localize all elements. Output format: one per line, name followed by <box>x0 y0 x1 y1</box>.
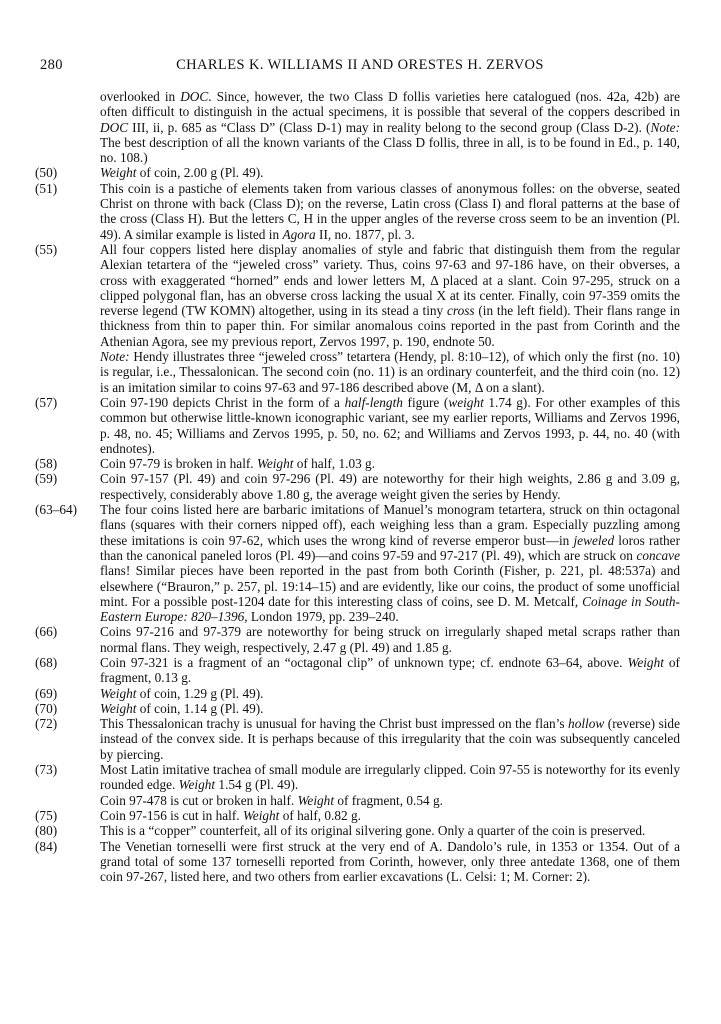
endnote-text: overlooked in DOC. Since, however, the two Class D follis varieties here catalogued (nos. 42a, 42b) are often difficult to distinguish in the actual specimens, it is possible that several of the coppers described in DOC III, ii, p. 685 as “Class D” (Class D-1) may in reality belong to the second group (Class D-2). (Note: The best description of all the known variants of the Class D follis, three in all, is to be found in Ed., p. 140, no. 108.) <box>100 89 680 166</box>
endnote-number: (66) <box>35 624 58 640</box>
endnote-text: Weight of coin, 1.29 g (Pl. 49). <box>100 685 264 701</box>
endnote-text: Coin 97-79 is broken in half. Weight of half, 1.03 g. <box>100 456 376 472</box>
endnote-number: (84) <box>35 838 58 854</box>
endnote-number: (55) <box>35 241 58 257</box>
endnote-number: (51) <box>35 180 58 196</box>
endnote <box>35 180 680 242</box>
endnote <box>35 456 680 472</box>
endnote-text: The Venetian torneselli were first struck at the very end of A. Dandolo’s rule, in 1353 or 1354. Out of a grand total of some 137 torneselli reported from Corinth, however, only three antedate 1368, one of them coin 97-267, listed here, and two others from earlier excavations (L. Celsi: 1; M. Corner: 2). <box>100 838 680 885</box>
endnote-text: Coin 97-156 is cut in half. Weight of half, 0.82 g. <box>100 807 362 823</box>
endnote <box>35 654 680 686</box>
endnote-number: (68) <box>35 654 58 670</box>
endnote-number: (73) <box>35 762 58 778</box>
endnote <box>35 700 680 716</box>
page-header <box>40 57 680 77</box>
endnote-number: (70) <box>35 700 58 716</box>
endnote <box>35 165 680 181</box>
page-number: 280 <box>40 57 63 73</box>
endnote-number: (59) <box>35 471 58 487</box>
endnote <box>35 502 680 625</box>
endnote-text: Most Latin imitative trachea of small module are irregularly clipped. Coin 97-55 is noteworthy for its evenly rounded edge. Weight 1.54 g (Pl. 49). <box>100 762 680 793</box>
endnote-number: (69) <box>35 685 58 701</box>
endnote-text: The four coins listed here are barbaric imitations of Manuel’s monogram tetartera, struck on thin octagonal flans (squares with their corners nipped off), each weighing less than a gram. Especially puzzling among these imitations is coin 97-62, which uses the wrong kind of reverse emperor bust—in jeweled loros rather than the canonical paneled loros (Pl. 49)—and coins 97-59 and 97-217 (Pl. 49), which are struck on concave flans! Similar pieces have been reported in the past from both Corinth (Fisher, p. 221, pl. 48:537a) and elsewhere (“Brauron,” p. 257, pl. 19:14–15) and are evidently, like our coins, the product of some unofficial mint. For a possible post-1204 date for this interesting class of coins, see D. M. Metcalf, Coinage in South-Eastern Europe: 820–1396, London 1979, pp. 239–240. <box>100 502 680 625</box>
endnote <box>35 838 680 885</box>
endnote-text: Coin 97-478 is cut or broken in half. Weight of fragment, 0.54 g. <box>100 792 443 808</box>
endnote-text: Coins 97-216 and 97-379 are noteworthy for being struck on irregularly shaped metal scraps rather than normal flans. They weigh, respectively, 2.47 g (Pl. 49) and 1.85 g. <box>100 624 680 655</box>
endnote <box>35 241 680 395</box>
endnote-number: (58) <box>35 456 58 472</box>
endnote <box>35 685 680 701</box>
endnote-number: (72) <box>35 716 58 732</box>
endnote-text: This is a “copper” counterfeit, all of its original silvering gone. Only a quarter of the coin is preserved. <box>100 823 646 839</box>
endnote-number: (50) <box>35 165 58 181</box>
endnote <box>35 394 680 456</box>
endnote-text: Coin 97-321 is a fragment of an “octagonal clip” of unknown type; cf. endnote 63–64, above. Weight of fragment, 0.13 g. <box>100 654 680 686</box>
endnote-text: All four coppers listed here display anomalies of style and fabric that distinguish them from the regular Alexian tetartera of the “jeweled cross” variety. Thus, coins 97-63 and 97-186 have, on their obverses, a cross with exaggerated “horned” ends and lower letters M, Δ placed at a slant. Coin 97-295, struck on a clipped polygonal flan, has an obverse cross lacking the usual X at its center. Finally, coin 97-359 omits the reverse legend (TW KOMN) altogether, using in its stead a tiny cross (in the left field). Their flans range in thickness from thin to paper thin. For similar anomalous coins reported in the past from Corinth and the Athenian Agora, see my previous report, Zervos 1997, p. 190, endnote 50. <box>100 241 680 349</box>
running-title: CHARLES K. WILLIAMS II AND ORESTES H. ZERVOS <box>176 57 544 73</box>
endnote-number: (63–64) <box>35 502 78 518</box>
endnote <box>35 716 680 762</box>
endnote-text: Weight of coin, 1.14 g (Pl. 49). <box>100 700 264 716</box>
endnote-number: (57) <box>35 394 58 410</box>
endnote-text: Weight of coin, 2.00 g (Pl. 49). <box>100 165 264 181</box>
endnote <box>35 762 680 808</box>
endnote-number: (75) <box>35 807 58 823</box>
endnote-text: Note: Hendy illustrates three “jeweled cross” tetartera (Hendy, pl. 8:10–12), of which only the first (no. 10) is regular, i.e., Thessalonican. The second coin (no. 11) is an ordinary counterfeit, and the third coin (no. 12) is an imitation similar to coins 97-63 and 97-186 described above (M, Δ on a slant). <box>100 349 680 395</box>
endnote <box>35 624 680 655</box>
endnotes-body <box>35 89 680 885</box>
endnote <box>35 807 680 823</box>
endnote-text: This Thessalonican trachy is unusual for having the Christ bust impressed on the flan’s hollow (reverse) side instead of the convex side. It is perhaps because of this irregularity that the coin was subsequently canceled by piercing. <box>100 716 680 762</box>
endnote <box>35 471 680 502</box>
endnote-text: This coin is a pastiche of elements taken from various classes of anonymous folles: on the obverse, seated Christ on throne with back (Class D); on the reverse, Latin cross (Class I) and floral patterns at the base of the cross (Class H). But the letters C, H in the upper angles of the reverse cross seem to be an invention (Pl. 49). A similar example is listed in Agora II, no. 1877, pl. 3. <box>100 180 680 242</box>
endnote-text: Coin 97-157 (Pl. 49) and coin 97-296 (Pl. 49) are noteworthy for their high weights, 2.86 g and 3.09 g, respectively, considerably above 1.80 g, the average weight given the series by Hendy. <box>100 471 680 502</box>
endnote <box>40 89 680 165</box>
endnote-number: (80) <box>35 823 58 839</box>
endnote-text: Coin 97-190 depicts Christ in the form of a half-length figure (weight 1.74 g). For other examples of this common but otherwise little-known iconographic variant, see my earlier reports, Williams and Zervos 1996, p. 48, no. 45; Williams and Zervos 1995, p. 50, no. 62; and Williams and Zervos 1993, p. 44, no. 40 (with endnotes). <box>100 394 680 456</box>
endnote <box>35 823 680 839</box>
